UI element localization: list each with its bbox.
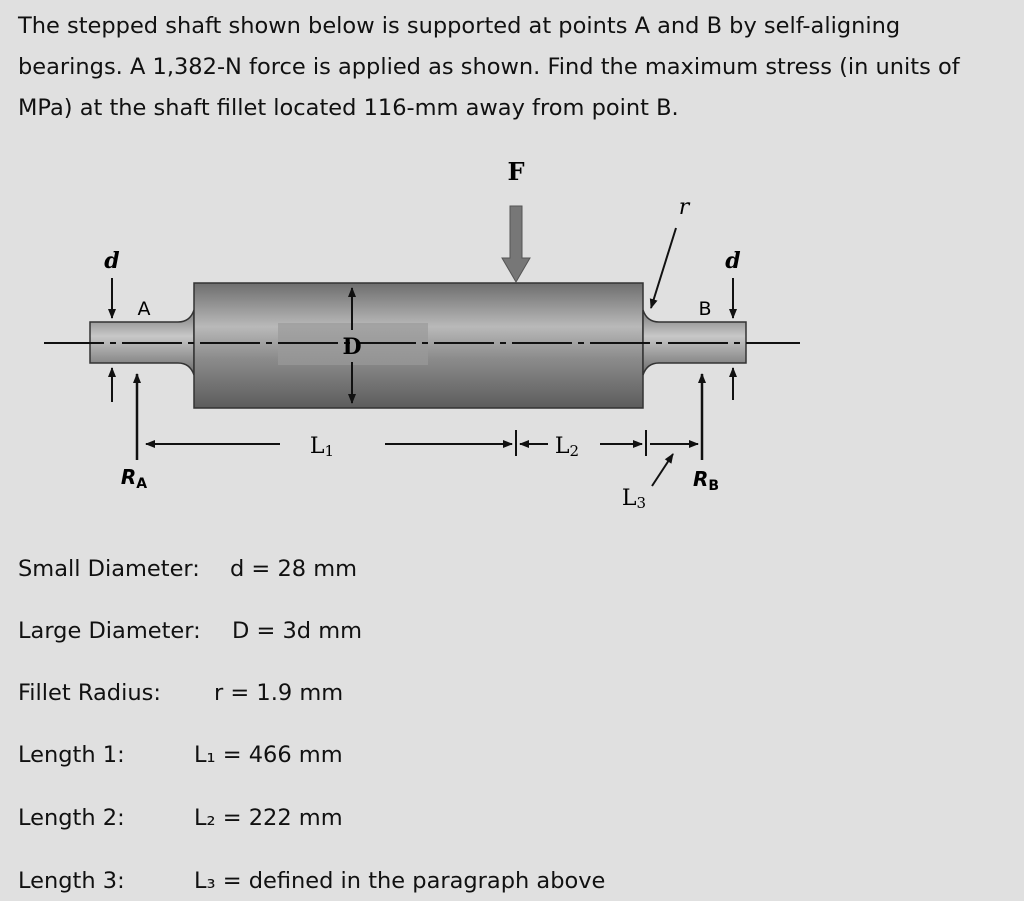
length-2-subscript: 2 <box>569 442 580 460</box>
length-2-label <box>555 434 579 460</box>
length-3-subscript: 3 <box>636 494 647 512</box>
spec-label: Length 2: <box>18 805 125 831</box>
force-label: F <box>507 157 525 186</box>
spec-label: Fillet Radius: <box>18 680 161 706</box>
large-diameter-label: D <box>342 334 362 360</box>
problem-line-1: The stepped shaft shown below is supported at points A and B by self-aligning <box>18 13 901 39</box>
reaction-b-subscript: B <box>708 478 720 494</box>
spec-value: d = 28 mm <box>230 556 358 582</box>
small-diameter-right-label: d <box>725 248 741 274</box>
reaction-b-symbol: R <box>692 467 709 491</box>
spec-label: Large Diameter: <box>18 618 201 644</box>
spec-value: r = 1.9 mm <box>214 680 344 706</box>
spec-value: L₁ = 466 mm <box>194 742 343 768</box>
spec-label: Small Diameter: <box>18 556 200 582</box>
problem-statement <box>18 6 1018 129</box>
spec-value: D = 3d mm <box>232 618 363 644</box>
reaction-b-label <box>693 467 719 494</box>
support-a-label: A <box>137 298 151 320</box>
problem-line-3: MPa) at the shaft fillet located 116-mm away from point B. <box>18 95 679 121</box>
spec-value: L₃ = defined in the paragraph above <box>194 868 606 894</box>
support-b-label: B <box>698 298 712 320</box>
length-1-label <box>310 434 334 460</box>
spec-value: L₂ = 222 mm <box>194 805 343 831</box>
problem-line-2: bearings. A 1,382-N force is applied as shown. Find the maximum stress (in units of <box>18 54 960 80</box>
stepped-shaft-diagram <box>0 150 1024 530</box>
reaction-a-symbol: R <box>120 465 137 489</box>
length-3-label <box>622 486 646 512</box>
spec-label: Length 1: <box>18 742 125 768</box>
fillet-leader <box>651 228 676 308</box>
fillet-radius-label: r <box>678 195 690 220</box>
length-3-leader <box>652 454 673 486</box>
length-1-symbol: L <box>309 434 325 459</box>
reaction-a-label <box>121 465 147 492</box>
small-diameter-left-label: d <box>104 248 120 274</box>
spec-label: Length 3: <box>18 868 125 894</box>
force-arrow <box>502 206 530 282</box>
length-1-subscript: 1 <box>324 442 335 460</box>
reaction-a-subscript: A <box>136 476 148 492</box>
length-3-symbol: L <box>621 486 637 511</box>
length-2-symbol: L <box>554 434 570 459</box>
